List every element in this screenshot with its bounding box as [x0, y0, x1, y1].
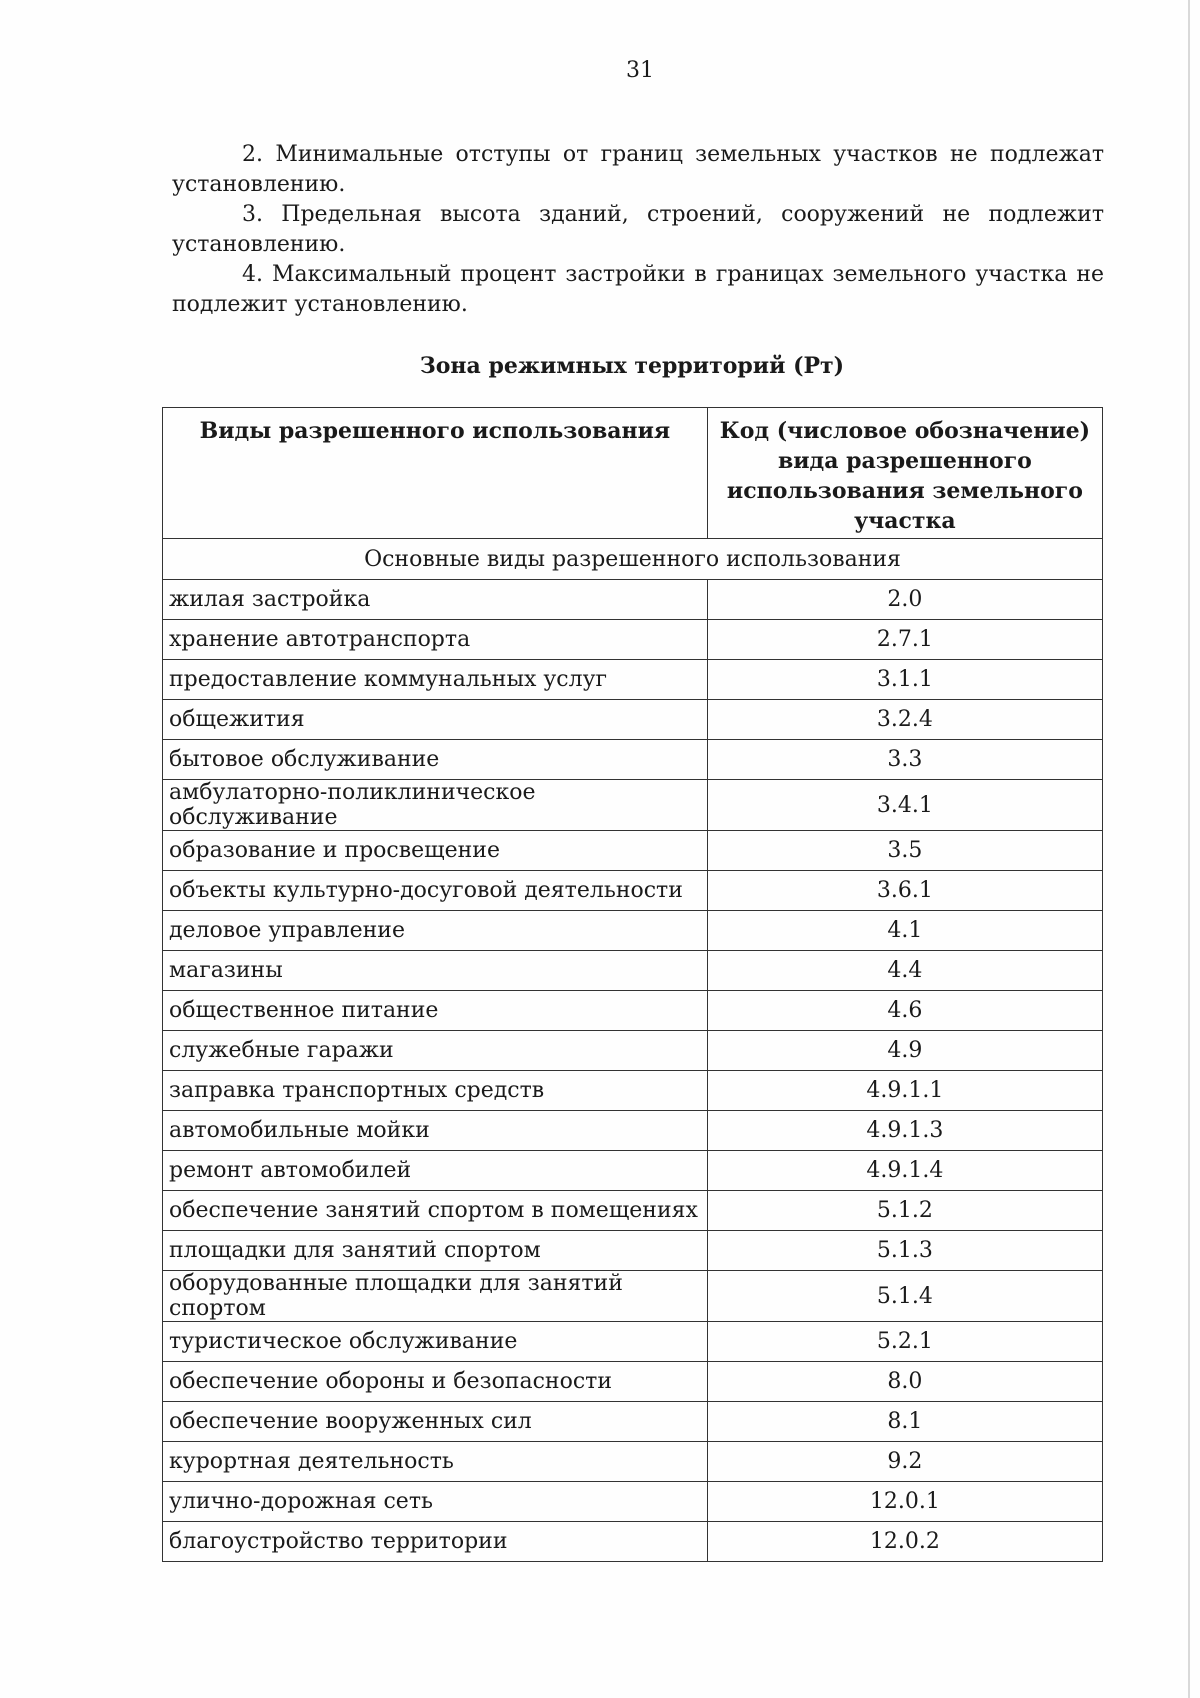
table-row — [163, 700, 1103, 740]
table-row — [163, 1271, 1103, 1322]
table-row — [163, 911, 1103, 951]
use-type-cell: магазины — [163, 951, 708, 991]
table-row — [163, 831, 1103, 871]
table-row — [163, 871, 1103, 911]
use-code-cell: 9.2 — [707, 1442, 1102, 1482]
table-row — [163, 620, 1103, 660]
section-title: Зона режимных территорий (Рт) — [419, 353, 845, 379]
table-row — [163, 1402, 1103, 1442]
table-row — [163, 1442, 1103, 1482]
table-row — [163, 1111, 1103, 1151]
use-type-cell: обеспечение обороны и безопасности — [163, 1362, 708, 1402]
use-code-cell: 5.1.4 — [707, 1271, 1102, 1322]
use-code-cell: 4.9.1.4 — [707, 1151, 1102, 1191]
table-row — [163, 1322, 1103, 1362]
use-code-cell: 4.9 — [707, 1031, 1102, 1071]
use-type-cell: образование и просвещение — [163, 831, 708, 871]
use-code-cell: 3.6.1 — [707, 871, 1102, 911]
use-type-cell: оборудованные площадки для занятий спортом — [163, 1271, 708, 1322]
paragraph-setbacks: 2. Минимальные отступы от границ земельных участков не подлежат установлению. — [172, 142, 1104, 197]
use-type-cell: туристическое обслуживание — [163, 1322, 708, 1362]
use-code-cell: 3.2.4 — [707, 700, 1102, 740]
use-code-cell: 8.1 — [707, 1402, 1102, 1442]
table-row — [163, 951, 1103, 991]
use-code-cell: 4.9.1.3 — [707, 1111, 1102, 1151]
header-use-code: Код (числовое обозначение) вида разрешенного использования земельного участка — [707, 408, 1102, 539]
table-row — [163, 1191, 1103, 1231]
use-type-cell: амбулаторно-поликлиническое обслуживание — [163, 780, 708, 831]
use-type-cell: объекты культурно-досуговой деятельности — [163, 871, 708, 911]
table-header-row — [163, 408, 1103, 539]
page-edge — [1188, 0, 1190, 1698]
use-type-cell: улично-дорожная сеть — [163, 1482, 708, 1522]
use-type-cell: предоставление коммунальных услуг — [163, 660, 708, 700]
table-group-row — [163, 539, 1103, 580]
use-code-cell: 2.0 — [707, 580, 1102, 620]
paragraph-coverage: 4. Максимальный процент застройки в границах земельного участка не подлежит установлению. — [172, 262, 1104, 317]
use-type-cell: площадки для занятий спортом — [163, 1231, 708, 1271]
use-code-cell: 4.6 — [707, 991, 1102, 1031]
use-type-cell: обеспечение вооруженных сил — [163, 1402, 708, 1442]
use-type-cell: обеспечение занятий спортом в помещениях — [163, 1191, 708, 1231]
table-row — [163, 660, 1103, 700]
table-row — [163, 1151, 1103, 1191]
use-code-cell: 12.0.1 — [707, 1482, 1102, 1522]
use-code-cell: 3.5 — [707, 831, 1102, 871]
table-row — [163, 1231, 1103, 1271]
header-use-type: Виды разрешенного использования — [163, 408, 708, 539]
table-row — [163, 780, 1103, 831]
use-code-cell: 12.0.2 — [707, 1522, 1102, 1562]
page-number: 31 — [626, 58, 654, 83]
use-code-cell: 5.2.1 — [707, 1322, 1102, 1362]
table-row — [163, 740, 1103, 780]
use-type-cell: хранение автотранспорта — [163, 620, 708, 660]
paragraph-height: 3. Предельная высота зданий, строений, сооружений не подлежит установлению. — [172, 202, 1104, 257]
group-label: Основные виды разрешенного использования — [163, 539, 1103, 580]
use-type-cell: ремонт автомобилей — [163, 1151, 708, 1191]
use-type-cell: бытовое обслуживание — [163, 740, 708, 780]
table-row — [163, 1031, 1103, 1071]
use-type-cell: автомобильные мойки — [163, 1111, 708, 1151]
use-type-cell: курортная деятельность — [163, 1442, 708, 1482]
use-type-cell: служебные гаражи — [163, 1031, 708, 1071]
table-row — [163, 1362, 1103, 1402]
use-code-cell: 5.1.3 — [707, 1231, 1102, 1271]
use-type-cell: заправка транспортных средств — [163, 1071, 708, 1111]
use-type-cell: общежития — [163, 700, 708, 740]
use-type-cell: благоустройство территории — [163, 1522, 708, 1562]
use-code-cell: 8.0 — [707, 1362, 1102, 1402]
table-row — [163, 1522, 1103, 1562]
use-code-cell: 5.1.2 — [707, 1191, 1102, 1231]
use-type-cell: деловое управление — [163, 911, 708, 951]
use-code-cell: 3.3 — [707, 740, 1102, 780]
use-code-cell: 4.4 — [707, 951, 1102, 991]
use-code-cell: 3.4.1 — [707, 780, 1102, 831]
use-type-cell: общественное питание — [163, 991, 708, 1031]
table-row — [163, 991, 1103, 1031]
use-code-cell: 2.7.1 — [707, 620, 1102, 660]
use-code-cell: 3.1.1 — [707, 660, 1102, 700]
table-body — [163, 539, 1103, 1562]
table-row — [163, 580, 1103, 620]
permitted-use-table — [162, 407, 1103, 1562]
body-text — [172, 140, 1104, 320]
use-code-cell: 4.9.1.1 — [707, 1071, 1102, 1111]
use-code-cell: 4.1 — [707, 911, 1102, 951]
table-row — [163, 1071, 1103, 1111]
use-type-cell: жилая застройка — [163, 580, 708, 620]
table-row — [163, 1482, 1103, 1522]
